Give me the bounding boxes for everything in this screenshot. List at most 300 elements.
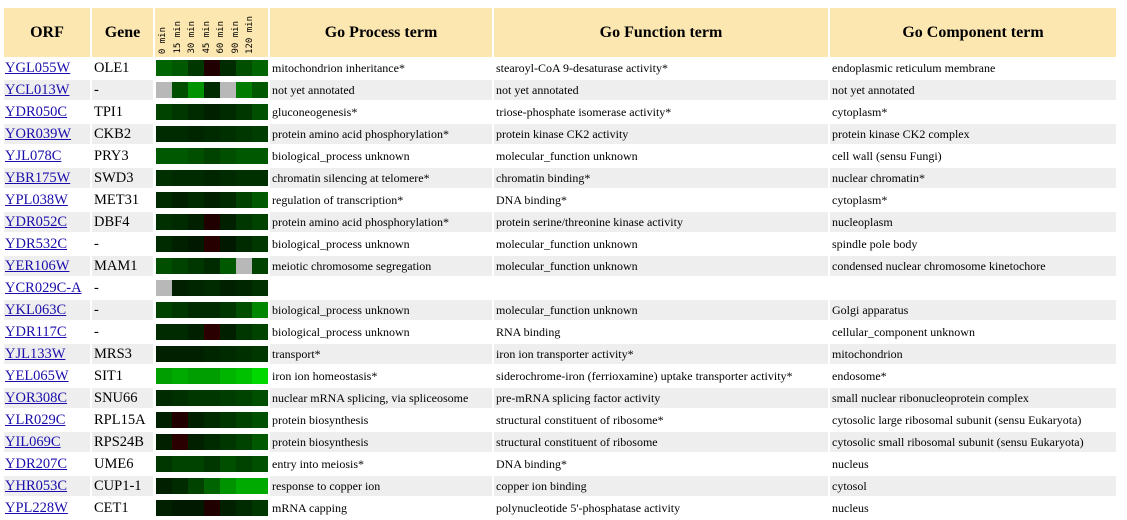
heatmap-cell	[252, 170, 268, 186]
orf-link[interactable]: YKL063C	[4, 300, 90, 320]
table-row	[4, 498, 1116, 518]
heatmap-cell	[220, 214, 236, 230]
heatmap-cell	[172, 302, 188, 318]
heatmap-cell	[204, 104, 220, 120]
gene-name: PRY3	[94, 148, 129, 164]
heatmap-cell	[204, 60, 220, 76]
expression-heatmap	[156, 478, 268, 494]
table-row	[4, 322, 1116, 342]
heatmap-cell	[172, 126, 188, 142]
heatmap-cell	[188, 324, 204, 340]
go-function-term: polynucleotide 5'-phosphatase activity	[496, 501, 681, 515]
heatmap-cell	[204, 302, 220, 318]
expression-heatmap	[156, 434, 268, 450]
orf-link[interactable]: YIL069C	[4, 432, 90, 452]
go-process-term: protein amino acid phosphorylation*	[270, 124, 492, 144]
heatmap-cell	[236, 60, 252, 76]
go-function-term: triose-phosphate isomerase activity*	[496, 105, 672, 119]
go-component-term: cellular_component unknown	[832, 325, 975, 339]
orf-link[interactable]: YDR117C	[5, 324, 67, 340]
go-process-term: iron ion homeostasis*	[272, 369, 378, 383]
heatmap-cell	[204, 170, 220, 186]
heatmap-cell	[252, 280, 268, 296]
heatmap-cell	[220, 236, 236, 252]
go-function-term: molecular_function unknown	[496, 237, 638, 251]
heatmap-cell	[188, 82, 204, 98]
expression-heatmap	[156, 500, 268, 516]
go-process-term: biological_process unknown	[272, 237, 410, 251]
timepoint-label: 120 min	[245, 16, 255, 54]
gene-name: MAM1	[92, 256, 153, 276]
heatmap-cell	[236, 302, 252, 318]
table-row	[4, 388, 1116, 408]
heatmap-cell	[172, 390, 188, 406]
heatmap-cell	[172, 324, 188, 340]
heatmap-cell	[188, 104, 204, 120]
timepoint-label: 45 min	[201, 21, 212, 54]
heatmap-cell	[156, 302, 172, 318]
orf-link[interactable]: YCL013W	[4, 80, 90, 100]
go-function-term: molecular_function unknown	[494, 300, 828, 320]
heatmap-cell	[156, 148, 172, 164]
gene-name: -	[92, 300, 153, 320]
orf-link[interactable]: YOR308C	[4, 388, 90, 408]
heatmap-cell	[156, 456, 172, 472]
heatmap-cell	[188, 412, 204, 428]
orf-link[interactable]: YEL065W	[5, 368, 69, 384]
go-function-term: molecular_function unknown	[494, 256, 828, 276]
go-process-term: biological_process unknown	[270, 300, 492, 320]
gene-name: TPI1	[94, 104, 123, 120]
heatmap-cell	[188, 236, 204, 252]
heatmap-cell	[204, 434, 220, 450]
orf-link[interactable]: YBR175W	[4, 168, 90, 188]
go-process-term: transport*	[270, 344, 492, 364]
heatmap-cell	[236, 390, 252, 406]
table-row	[4, 234, 1116, 254]
heatmap-cell	[236, 434, 252, 450]
go-component-term: cytoplasm*	[832, 105, 888, 119]
go-function-term: DNA binding*	[496, 193, 568, 207]
heatmap-cell	[236, 280, 252, 296]
heatmap-cell	[156, 236, 172, 252]
gene-name: -	[92, 80, 153, 100]
heatmap-cell	[172, 368, 188, 384]
go-process-term: meiotic chromosome segregation	[270, 256, 492, 276]
go-component-term	[830, 278, 1116, 298]
go-component-term: mitochondrion	[830, 344, 1116, 364]
table-row	[4, 146, 1116, 166]
heatmap-cell	[172, 214, 188, 230]
heatmap-cell	[252, 60, 268, 76]
go-component-term: protein kinase CK2 complex	[830, 124, 1116, 144]
go-function-term: protein kinase CK2 activity	[494, 124, 828, 144]
orf-link[interactable]: YLR029C	[5, 412, 66, 428]
orf-link[interactable]: YJL133W	[4, 344, 90, 364]
heatmap-cell	[188, 478, 204, 494]
go-component-term: nucleoplasm	[830, 212, 1116, 232]
header-gene: Gene	[92, 8, 153, 57]
heatmap-cell	[252, 324, 268, 340]
timepoint-label: 0 min	[158, 26, 168, 54]
table-row	[4, 344, 1116, 364]
heatmap-cell	[172, 434, 188, 450]
heatmap-cell	[156, 126, 172, 142]
table-row	[4, 410, 1116, 430]
orf-link[interactable]: YGL055W	[5, 60, 71, 76]
go-component-term: small nuclear ribonucleoprotein complex	[830, 388, 1116, 408]
heatmap-cell	[204, 82, 220, 98]
heatmap-cell	[236, 126, 252, 142]
gene-name: DBF4	[92, 212, 153, 232]
heatmap-cell	[172, 192, 188, 208]
heatmap-cell	[172, 412, 188, 428]
table-row	[4, 432, 1116, 452]
heatmap-cell	[236, 456, 252, 472]
expression-heatmap	[156, 324, 268, 340]
go-function-term: copper ion binding	[494, 476, 828, 496]
table-row	[4, 58, 1116, 78]
heatmap-cell	[204, 390, 220, 406]
heatmap-cell	[188, 302, 204, 318]
go-function-term: chromatin binding*	[494, 168, 828, 188]
expression-heatmap	[156, 214, 268, 230]
go-function-term: DNA binding*	[496, 457, 568, 471]
go-component-term: nucleus	[832, 457, 869, 471]
orf-link[interactable]: YDR052C	[4, 212, 90, 232]
heatmap-cell	[172, 236, 188, 252]
heatmap-cell	[156, 82, 172, 98]
heatmap-cell	[204, 412, 220, 428]
gene-name: -	[94, 280, 99, 296]
gene-name: MET31	[94, 192, 140, 208]
heatmap-cell	[188, 170, 204, 186]
go-function-term: siderochrome-iron (ferrioxamine) uptake transporter activity*	[496, 369, 793, 383]
heatmap-cell	[252, 148, 268, 164]
heatmap-cell	[204, 478, 220, 494]
heatmap-cell	[204, 236, 220, 252]
heatmap-cell	[236, 236, 252, 252]
heatmap-cell	[156, 368, 172, 384]
table-row	[4, 300, 1116, 320]
gene-name: CUP1-1	[92, 476, 153, 496]
gene-name: OLE1	[94, 60, 130, 76]
orf-link[interactable]: YER106W	[4, 256, 90, 276]
heatmap-cell	[220, 126, 236, 142]
gene-name: SWD3	[92, 168, 153, 188]
heatmap-cell	[220, 456, 236, 472]
go-process-term: mRNA capping	[272, 501, 347, 515]
go-process-term: biological_process unknown	[272, 149, 410, 163]
heatmap-cell	[188, 214, 204, 230]
expression-heatmap	[156, 170, 268, 186]
heatmap-cell	[156, 258, 172, 274]
heatmap-cell	[156, 192, 172, 208]
expression-heatmap	[156, 456, 268, 472]
header-go-process: Go Process term	[270, 8, 492, 57]
heatmap-cell	[172, 478, 188, 494]
heatmap-cell	[236, 500, 252, 516]
orf-link[interactable]: YPL228W	[5, 500, 68, 516]
heatmap-cell	[252, 236, 268, 252]
heatmap-cell	[220, 434, 236, 450]
heatmap-cell	[188, 500, 204, 516]
heatmap-cell	[236, 214, 252, 230]
gene-name: UME6	[94, 456, 134, 472]
heatmap-cell	[220, 412, 236, 428]
heatmap-cell	[156, 412, 172, 428]
go-process-term: protein biosynthesis	[270, 432, 492, 452]
go-process-term: entry into meiosis*	[272, 457, 364, 471]
go-component-term: endoplasmic reticulum membrane	[832, 61, 996, 75]
heatmap-cell	[204, 192, 220, 208]
orf-link[interactable]: YCR029C-A	[5, 280, 82, 296]
heatmap-cell	[220, 478, 236, 494]
table-row	[4, 256, 1116, 276]
heatmap-cell	[236, 324, 252, 340]
heatmap-cell	[220, 82, 236, 98]
expression-heatmap	[156, 390, 268, 406]
gene-name: -	[94, 324, 99, 340]
heatmap-cell	[172, 280, 188, 296]
expression-heatmap	[156, 60, 268, 76]
go-process-term: chromatin silencing at telomere*	[270, 168, 492, 188]
timepoint-label: 90 min	[230, 21, 241, 54]
go-function-term: pre-mRNA splicing factor activity	[494, 388, 828, 408]
heatmap-cell	[220, 280, 236, 296]
go-process-term: response to copper ion	[270, 476, 492, 496]
table-row	[4, 366, 1116, 386]
heatmap-cell	[220, 368, 236, 384]
table-row	[4, 212, 1116, 232]
heatmap-cell	[220, 192, 236, 208]
gene-name: SIT1	[94, 368, 123, 384]
header-orf: ORF	[4, 8, 90, 57]
heatmap-cell	[236, 346, 252, 362]
go-function-term: structural constituent of ribosome	[494, 432, 828, 452]
heatmap-cell	[252, 126, 268, 142]
go-component-term: cell wall (sensu Fungi)	[832, 149, 942, 163]
heatmap-cell	[204, 346, 220, 362]
go-function-term: stearoyl-CoA 9-desaturase activity*	[496, 61, 668, 75]
go-process-term: biological_process unknown	[272, 325, 410, 339]
go-component-term: not yet annotated	[830, 80, 1116, 100]
gene-name: RPS24B	[92, 432, 153, 452]
orf-link[interactable]: YDR207C	[5, 456, 68, 472]
heatmap-cell	[220, 104, 236, 120]
heatmap-cell	[204, 500, 220, 516]
expression-heatmap	[156, 412, 268, 428]
go-component-term: cytoplasm*	[832, 193, 888, 207]
heatmap-cell	[156, 478, 172, 494]
timepoint-label: 60 min	[216, 21, 226, 54]
gene-name: RPL15A	[94, 412, 146, 428]
timepoint-label: 15 min	[172, 21, 183, 54]
heatmap-cell	[236, 368, 252, 384]
heatmap-cell	[252, 368, 268, 384]
heatmap-cell	[252, 346, 268, 362]
go-function-term	[494, 278, 828, 298]
go-function-term: molecular_function unknown	[496, 149, 638, 163]
heatmap-cell	[236, 192, 252, 208]
heatmap-cell	[188, 126, 204, 142]
go-component-term: spindle pole body	[832, 237, 918, 251]
go-function-term: iron ion transporter activity*	[494, 344, 828, 364]
go-function-term: protein serine/threonine kinase activity	[494, 212, 828, 232]
heatmap-cell	[204, 148, 220, 164]
expression-heatmap	[156, 82, 268, 98]
timepoint-label: 30 min	[187, 21, 197, 54]
heatmap-cell	[172, 170, 188, 186]
orf-link[interactable]: YDR050C	[5, 104, 68, 120]
go-process-term: protein biosynthesis	[272, 413, 369, 427]
heatmap-cell	[156, 104, 172, 120]
heatmap-cell	[252, 214, 268, 230]
table-row	[4, 168, 1116, 188]
heatmap-cell	[220, 390, 236, 406]
heatmap-cell	[188, 280, 204, 296]
gene-name: SNU66	[92, 388, 153, 408]
heatmap-cell	[204, 126, 220, 142]
heatmap-cell	[172, 346, 188, 362]
go-component-term: nucleus	[832, 501, 869, 515]
heatmap-cell	[220, 346, 236, 362]
heatmap-cell	[220, 324, 236, 340]
heatmap-cell	[236, 104, 252, 120]
heatmap-cell	[220, 500, 236, 516]
go-component-term: nuclear chromatin*	[830, 168, 1116, 188]
gene-name: -	[94, 236, 99, 252]
go-process-term	[270, 278, 492, 298]
gene-name: MRS3	[92, 344, 153, 364]
expression-heatmap	[156, 280, 268, 296]
table-row	[4, 124, 1116, 144]
orf-link[interactable]: YJL078C	[5, 148, 62, 164]
go-component-term: cytosol	[830, 476, 1116, 496]
go-component-term: cytosolic small ribosomal subunit (sensu Eukaryota)	[830, 432, 1116, 452]
heatmap-cell	[204, 456, 220, 472]
heatmap-cell	[204, 368, 220, 384]
orf-link[interactable]: YOR039W	[4, 124, 90, 144]
heatmap-cell	[172, 60, 188, 76]
heatmap-cell	[156, 434, 172, 450]
heatmap-cell	[204, 324, 220, 340]
go-process-term: not yet annotated	[270, 80, 492, 100]
heatmap-cell	[204, 258, 220, 274]
heatmap-cell	[156, 170, 172, 186]
heatmap-cell	[172, 104, 188, 120]
expression-heatmap	[156, 148, 268, 164]
expression-heatmap	[156, 258, 268, 274]
expression-heatmap	[156, 236, 268, 252]
table-row	[4, 102, 1116, 122]
heatmap-cell	[188, 148, 204, 164]
heatmap-cell	[188, 60, 204, 76]
go-process-term: nuclear mRNA splicing, via spliceosome	[270, 388, 492, 408]
heatmap-cell	[252, 434, 268, 450]
heatmap-cell	[252, 104, 268, 120]
expression-heatmap	[156, 104, 268, 120]
expression-heatmap	[156, 126, 268, 142]
go-process-term: mitochondrion inheritance*	[272, 61, 405, 75]
heatmap-cell	[252, 456, 268, 472]
heatmap-cell	[220, 148, 236, 164]
heatmap-cell	[252, 390, 268, 406]
table-row	[4, 80, 1116, 100]
go-process-term: gluconeogenesis*	[272, 105, 358, 119]
gene-name: CKB2	[92, 124, 153, 144]
heatmap-cell	[156, 60, 172, 76]
go-component-term: condensed nuclear chromosome kinetochore	[830, 256, 1116, 276]
header-go-function: Go Function term	[494, 8, 828, 57]
expression-heatmap	[156, 346, 268, 362]
orf-link[interactable]: YDR532C	[5, 236, 68, 252]
heatmap-cell	[220, 60, 236, 76]
heatmap-cell	[172, 148, 188, 164]
gene-name: CET1	[94, 500, 129, 516]
heatmap-cell	[188, 258, 204, 274]
table-row	[4, 190, 1116, 210]
heatmap-cell	[156, 214, 172, 230]
heatmap-cell	[236, 170, 252, 186]
heatmap-cell	[188, 434, 204, 450]
header-timepoints	[155, 8, 268, 57]
heatmap-cell	[188, 346, 204, 362]
go-component-term: cytosolic large ribosomal subunit (sensu Eukaryota)	[832, 413, 1082, 427]
expression-heatmap	[156, 302, 268, 318]
heatmap-cell	[252, 258, 268, 274]
go-component-term: Golgi apparatus	[830, 300, 1116, 320]
heatmap-cell	[236, 82, 252, 98]
orf-link[interactable]: YHR053C	[4, 476, 90, 496]
heatmap-cell	[188, 192, 204, 208]
heatmap-cell	[236, 412, 252, 428]
go-function-term: structural constituent of ribosome*	[496, 413, 664, 427]
heatmap-cell	[236, 148, 252, 164]
heatmap-cell	[236, 258, 252, 274]
go-function-term: RNA binding	[496, 325, 561, 339]
heatmap-cell	[220, 258, 236, 274]
heatmap-cell	[220, 170, 236, 186]
table-row	[4, 454, 1116, 474]
table-row	[4, 476, 1116, 496]
expression-heatmap	[156, 192, 268, 208]
heatmap-cell	[252, 478, 268, 494]
heatmap-cell	[188, 368, 204, 384]
heatmap-cell	[156, 280, 172, 296]
heatmap-cell	[252, 500, 268, 516]
heatmap-cell	[188, 390, 204, 406]
heatmap-cell	[156, 324, 172, 340]
orf-link[interactable]: YPL038W	[5, 192, 68, 208]
heatmap-cell	[220, 302, 236, 318]
heatmap-cell	[172, 82, 188, 98]
heatmap-cell	[172, 500, 188, 516]
go-function-term: not yet annotated	[494, 80, 828, 100]
heatmap-cell	[188, 456, 204, 472]
go-process-term: regulation of transcription*	[272, 193, 404, 207]
heatmap-cell	[204, 280, 220, 296]
heatmap-cell	[156, 390, 172, 406]
heatmap-cell	[236, 478, 252, 494]
header-go-component: Go Component term	[830, 8, 1116, 57]
heatmap-cell	[252, 192, 268, 208]
table-row	[4, 278, 1116, 298]
go-process-term: protein amino acid phosphorylation*	[270, 212, 492, 232]
expression-heatmap	[156, 368, 268, 384]
heatmap-cell	[172, 258, 188, 274]
heatmap-cell	[156, 500, 172, 516]
